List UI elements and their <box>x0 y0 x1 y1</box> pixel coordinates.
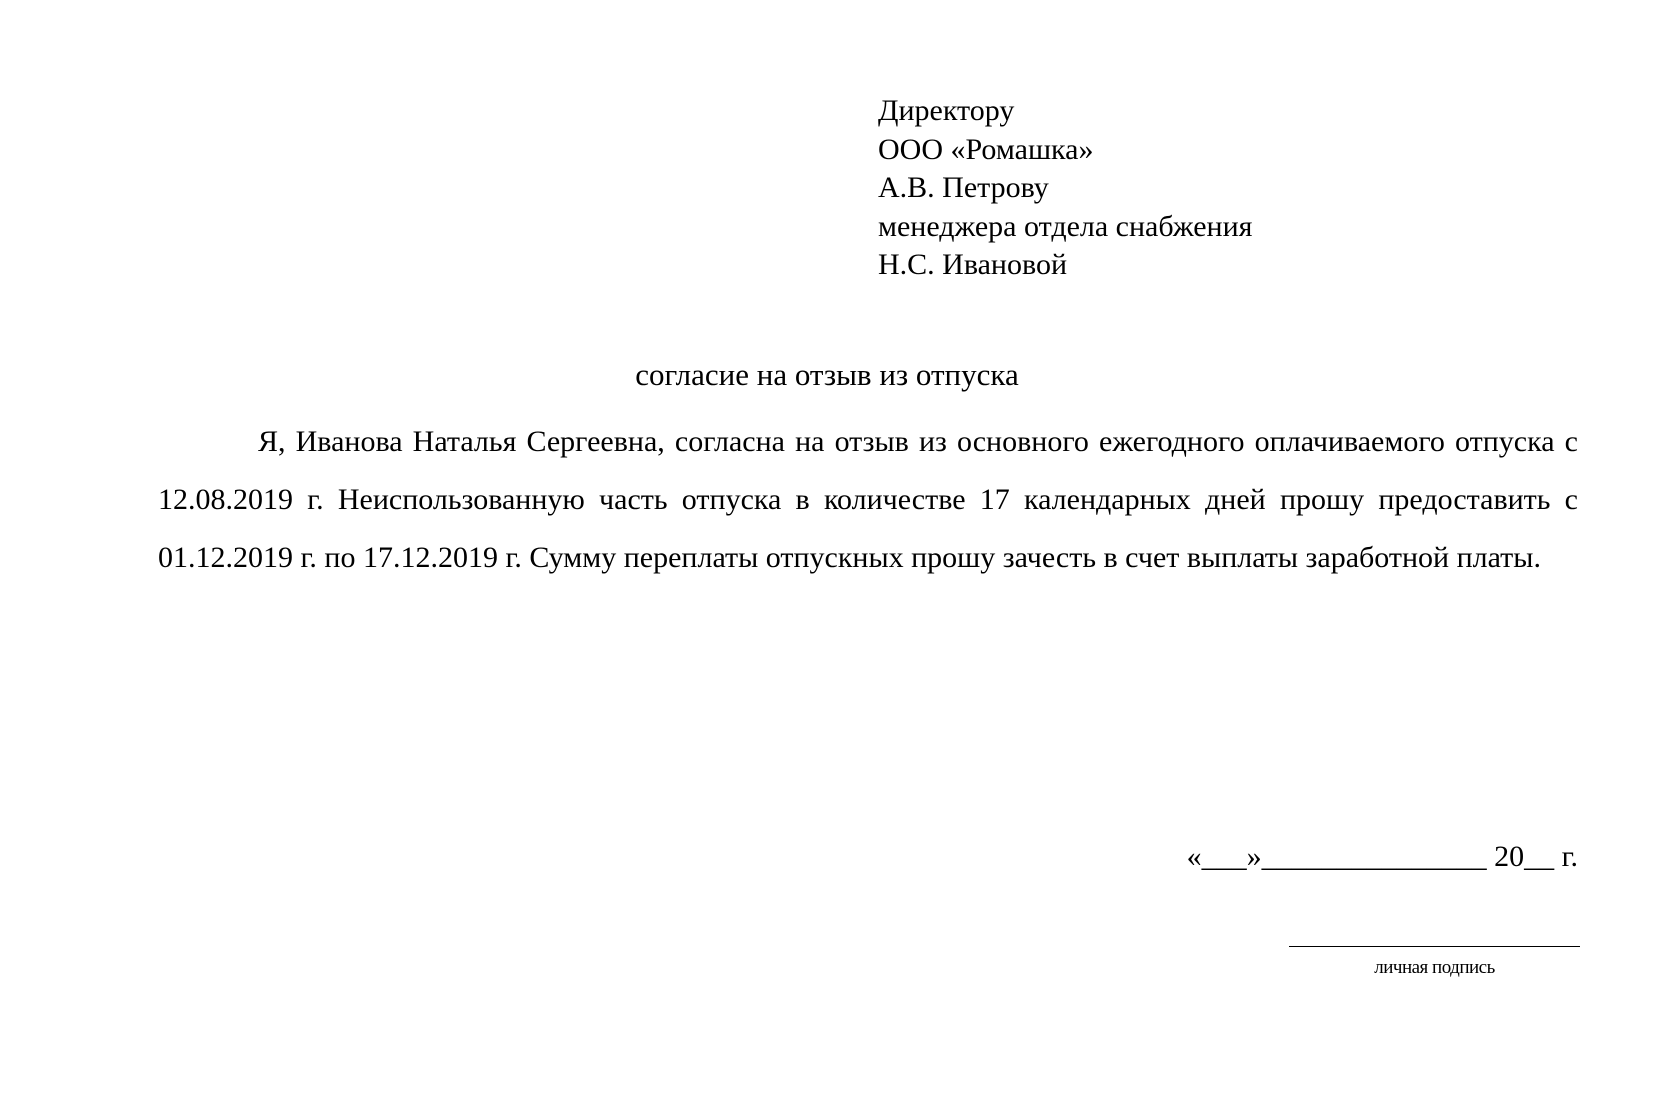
addressee-block <box>878 92 1252 285</box>
date-line: «___»_______________ 20__ г. <box>1186 840 1578 873</box>
sender-position: менеджера отдела снабжения <box>878 209 1253 243</box>
signature-caption: личная подпись <box>1374 957 1495 978</box>
signature-line <box>1289 946 1580 947</box>
sender-name: Н.С. Ивановой <box>878 248 1067 281</box>
document-title: согласие на отзыв из отпуска <box>635 357 1019 392</box>
addressee-name: А.В. Петрову <box>878 171 1049 204</box>
addressee-company: ООО «Ромашка» <box>878 132 1094 166</box>
document-body: Я, Иванова Наталья Сергеевна, согласна на отзыв из основного ежегодного оплачиваемого отпуска с 12.08.2019 г. Неиспользованную часть отпуска в количестве 17 календарных дней прошу предоставить с 01.12.2019 г. по 17.12.2019 г. Сумму переплаты отпускных прошу зачесть в счет выплаты заработной платы. <box>158 425 1578 574</box>
addressee-position: Директору <box>878 94 1015 127</box>
